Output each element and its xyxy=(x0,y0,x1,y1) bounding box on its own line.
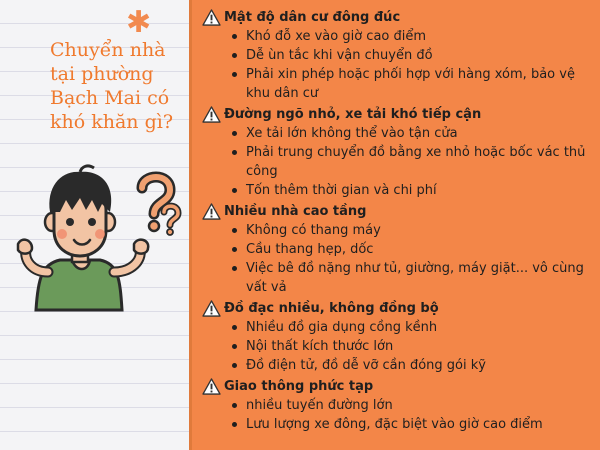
list-item: Nội thất kích thước lớn xyxy=(230,337,594,356)
warning-icon xyxy=(202,203,221,220)
list-item: Tốn thêm thời gian và chi phí xyxy=(230,181,594,200)
page-title: Chuyển nhà tại phường Bạch Mai có khó khăn gì? xyxy=(50,39,174,133)
asterisk-decoration: ✱ xyxy=(126,5,152,40)
list-item: Xe tải lớn không thể vào tận cửa xyxy=(230,124,594,143)
issue-list xyxy=(202,318,594,375)
list-item: Dễ ùn tắc khi vận chuyển đồ xyxy=(230,46,594,65)
issue-heading: Đồ đạc nhiều, không đồng bộ xyxy=(224,301,439,316)
issue-heading: Đường ngõ nhỏ, xe tải khó tiếp cận xyxy=(224,107,482,122)
issue-section xyxy=(202,105,594,200)
list-item: Phải xin phép hoặc phối hợp với hàng xóm, bảo vệ khu dân cư xyxy=(230,65,594,103)
issue-list xyxy=(202,27,594,103)
issue-list xyxy=(202,124,594,200)
list-item: Phải trung chuyển đồ bằng xe nhỏ hoặc bốc vác thủ công xyxy=(230,143,594,181)
issue-section xyxy=(202,202,594,297)
issue-section xyxy=(202,8,594,103)
issues-panel xyxy=(192,0,600,450)
confused-boy-illustration xyxy=(2,160,192,350)
issue-section xyxy=(202,299,594,375)
list-item: Không có thang máy xyxy=(230,221,594,240)
warning-icon xyxy=(202,378,221,395)
list-item: Việc bê đồ nặng như tủ, giường, máy giặt... vô cùng vất vả xyxy=(230,259,594,297)
issue-list xyxy=(202,396,594,434)
list-item: Cầu thang hẹp, dốc xyxy=(230,240,594,259)
warning-icon xyxy=(202,106,221,123)
issue-list xyxy=(202,221,594,297)
issue-heading: Mật độ dân cư đông đúc xyxy=(224,10,401,25)
left-panel xyxy=(0,0,192,450)
warning-icon xyxy=(202,9,221,26)
warning-icon xyxy=(202,300,221,317)
list-item: Đồ điện tử, đồ dễ vỡ cần đóng gói kỹ xyxy=(230,356,594,375)
list-item: Lưu lượng xe đông, đặc biệt vào giờ cao điểm xyxy=(230,415,594,434)
issue-section xyxy=(202,377,594,434)
question-mark-icon xyxy=(164,206,178,235)
issue-heading: Giao thông phức tạp xyxy=(224,379,374,394)
list-item: Khó đỗ xe vào giờ cao điểm xyxy=(230,27,594,46)
list-item: nhiều tuyến đường lớn xyxy=(230,396,594,415)
issue-heading: Nhiều nhà cao tầng xyxy=(224,204,367,219)
list-item: Nhiều đồ gia dụng cồng kềnh xyxy=(230,318,594,337)
